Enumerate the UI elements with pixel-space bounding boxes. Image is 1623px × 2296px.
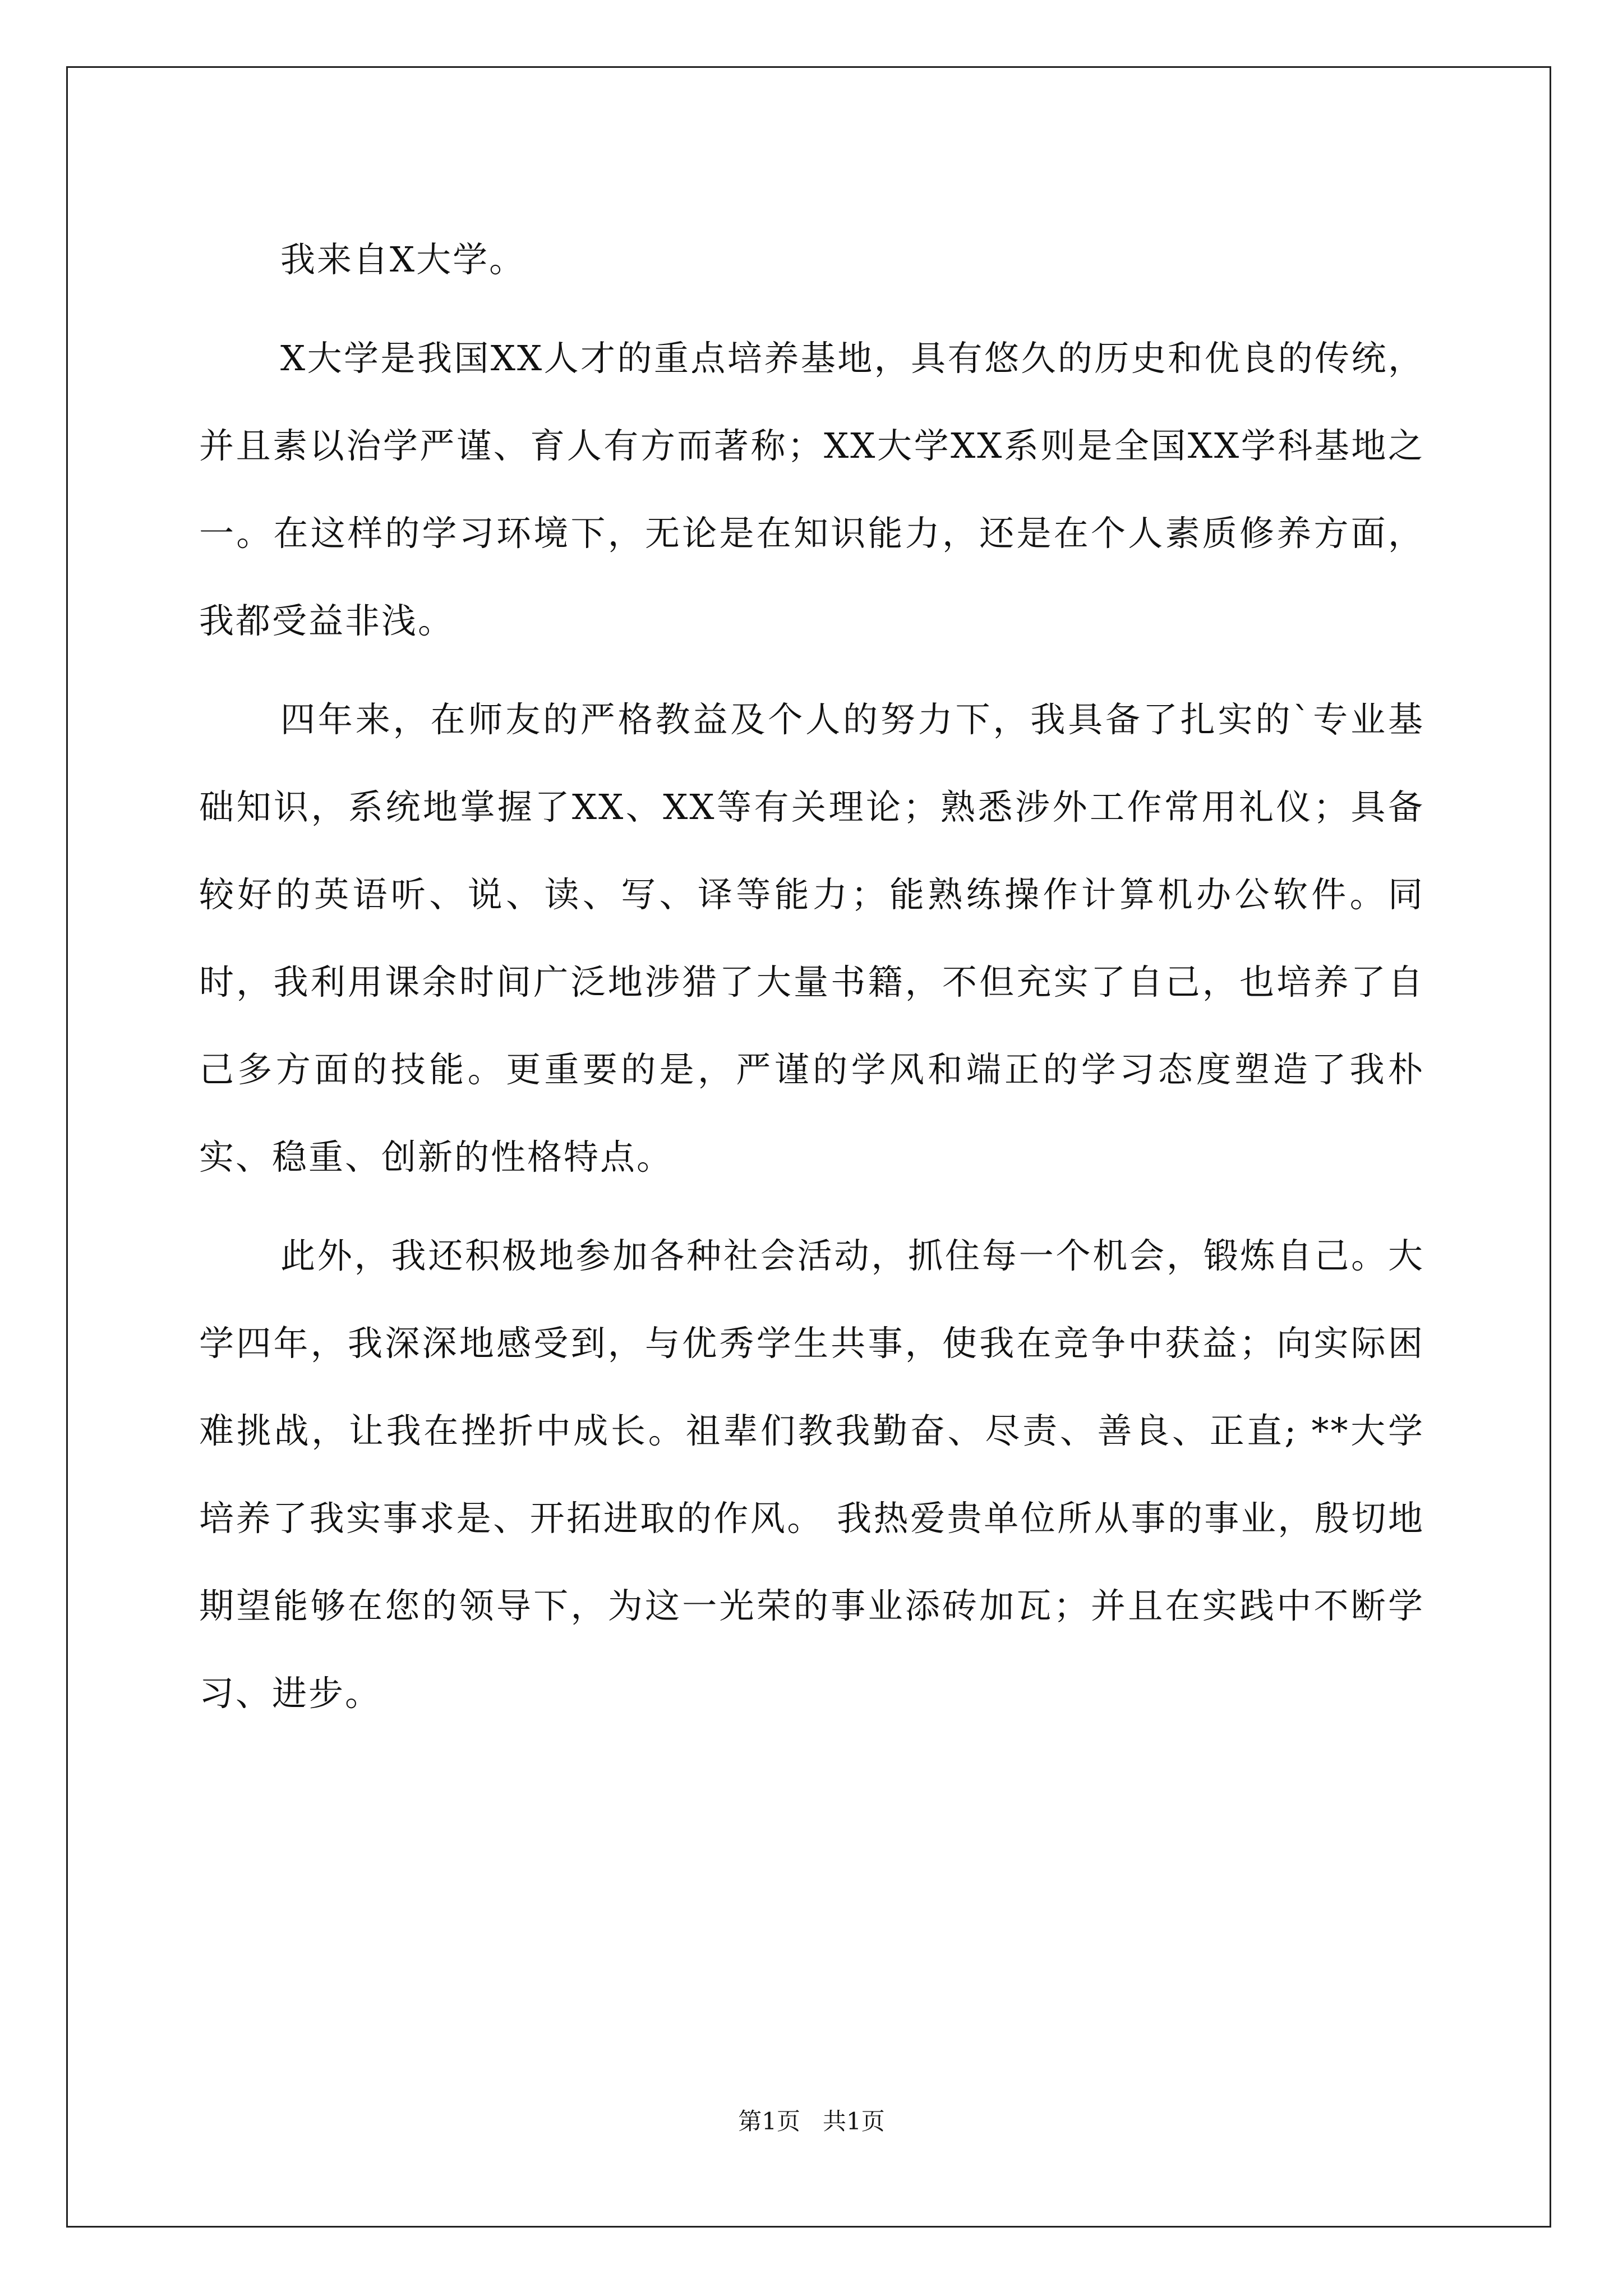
page-footer [0, 2105, 1623, 2138]
page-number: 第1页 [738, 2108, 800, 2135]
document-body [199, 216, 1424, 1749]
paragraph-activities: 此外，我还积极地参加各种社会活动，抓住每一个机会，锻炼自己。大学四年，我深深地感受到，与优秀学生共事，使我在竞争中获益；向实际困难挑战，让我在挫折中成长。祖辈们教我勤奋、尽责、善良、正直; **大学培养了我实事求是、开拓进取的作风。 我热爱贵单位所从事的事业，殷切地期望能够在您的领导下，为这一光荣的事业添砖加瓦；并且在实践中不断学习、进步。 [199, 1235, 1424, 1714]
page-total: 共1页 [823, 2108, 885, 2135]
paragraph-study: 四年来，在师友的严格教益及个人的努力下，我具备了扎实的`专业基础知识，系统地掌握了XX、XX等有关理论；熟悉涉外工作常用礼仪；具备较好的英语听、说、读、写、译等能力；能熟练操作计算机办公软件。同时，我利用课余时间广泛地涉猎了大量书籍，不但充实了自己，也培养了自己多方面的技能。更重要的是，严谨的学风和端正的学习态度塑造了我朴实、稳重、创新的性格特点。 [199, 699, 1424, 1177]
paragraph-university: X大学是我国XX人才的重点培养基地，具有悠久的历史和优良的传统，并且素以治学严谨、育人有方而著称；XX大学XX系则是全国XX学科基地之一。在这样的学习环境下，无论是在知识能力，还是在个人素质修养方面，我都受益非浅。 [199, 338, 1424, 641]
paragraph-intro: 我来自X大学。 [280, 239, 526, 280]
